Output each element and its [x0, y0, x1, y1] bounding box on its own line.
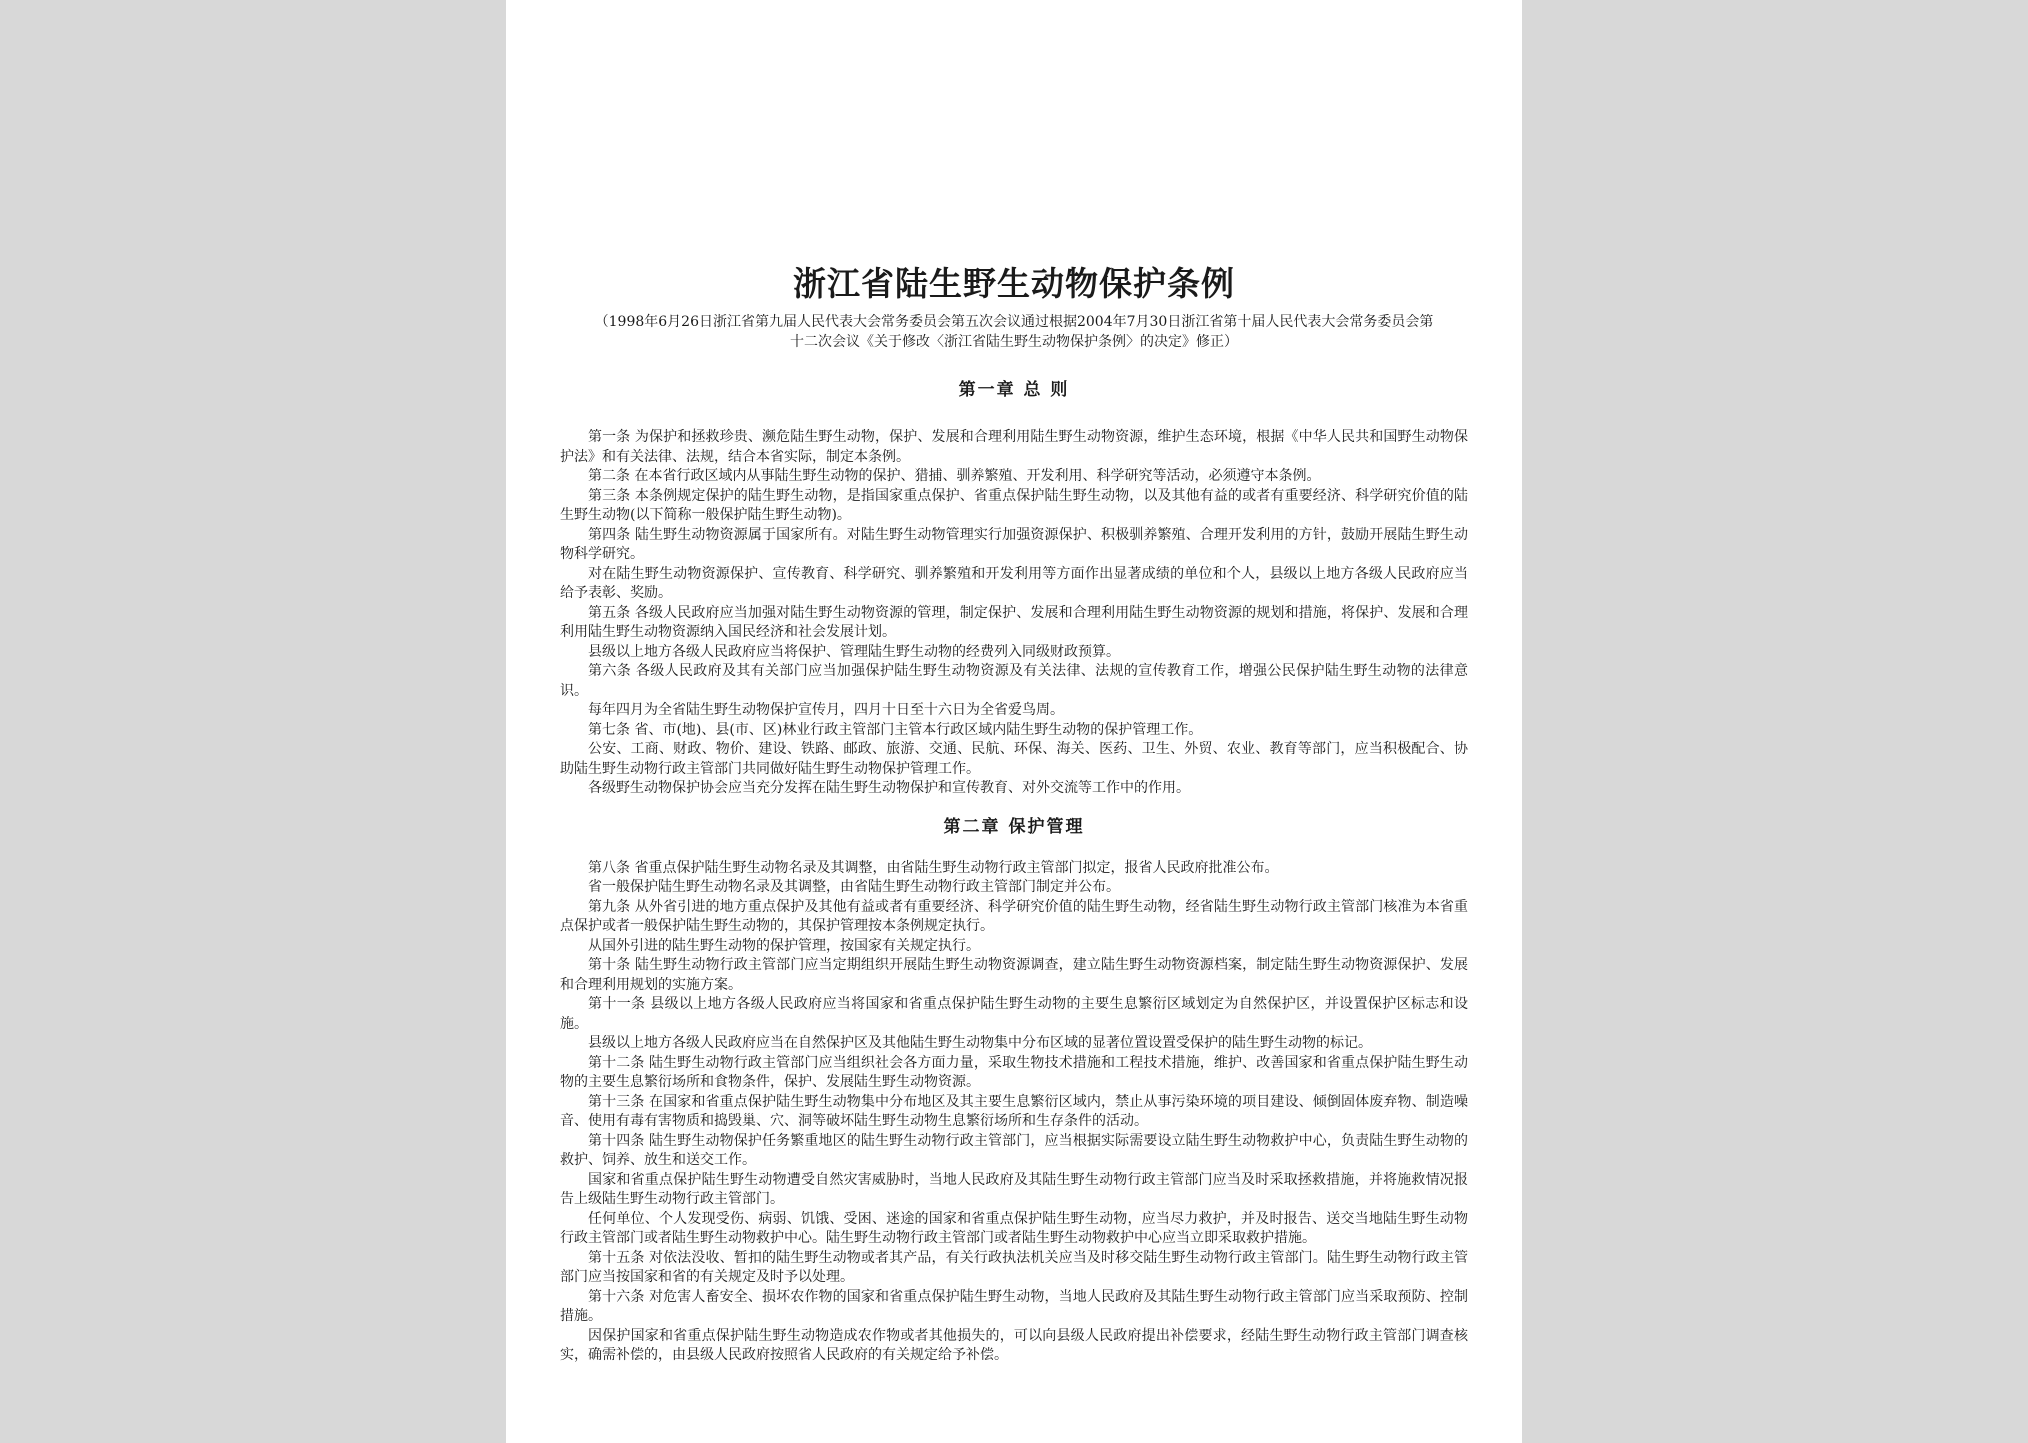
- article-paragraph: 县级以上地方各级人民政府应当将保护、管理陆生野生动物的经费列入同级财政预算。: [588, 643, 1120, 660]
- document-title: 浙江省陆生野生动物保护条例: [793, 264, 1235, 303]
- article-paragraph: 第十四条 陆生野生动物保护任务繁重地区的陆生野生动物行政主管部门，应当根据实际需要设立陆生野生动物救护中心，负责陆生野生动物的救护、饲养、放生和送交工作。: [560, 1132, 1468, 1168]
- article-paragraph: 各级野生动物保护协会应当充分发挥在陆生野生动物保护和宣传教育、对外交流等工作中的作用。: [588, 780, 1190, 796]
- article-paragraph: 第四条 陆生野生动物资源属于国家所有。对陆生野生动物管理实行加强资源保护、积极驯养繁殖、合理开发利用的方针，鼓励开展陆生野生动物科学研究。: [560, 526, 1468, 562]
- article-paragraph: 第九条 从外省引进的地方重点保护及其他有益或者有重要经济、科学研究价值的陆生野生动物，经省陆生野生动物行政主管部门核准为本省重点保护或者一般保护陆生野生动物的，其保护管理按本条例规定执行。: [560, 898, 1468, 934]
- document-page: [506, 0, 1522, 1443]
- article-paragraph: 任何单位、个人发现受伤、病弱、饥饿、受困、迷途的国家和省重点保护陆生野生动物，应当尽力救护，并及时报告、送交当地陆生野生动物行政主管部门或者陆生野生动物救护中心。陆生野生动物行政主管部门或者陆生野生动物救护中心应当立即采取救护措施。: [560, 1210, 1468, 1246]
- article-paragraph: 第二条 在本省行政区域内从事陆生野生动物的保护、猎捕、驯养繁殖、开发利用、科学研究等活动，必须遵守本条例。: [588, 468, 1321, 484]
- article-paragraph: 第十六条 对危害人畜安全、损坏农作物的国家和省重点保护陆生野生动物，当地人民政府及其陆生野生动物行政主管部门应当采取预防、控制措施。: [560, 1288, 1468, 1324]
- document-subtitle: （1998年6月26日浙江省第九届人民代表大会常务委员会第五次会议通过根据2004年7月30日浙江省第十届人民代表大会常务委员会第十二次会议《关于修改〈浙江省陆生野生动物保护条例〉的决定》修正）: [594, 314, 1434, 350]
- article-paragraph: 国家和省重点保护陆生野生动物遭受自然灾害威胁时，当地人民政府及其陆生野生动物行政主管部门应当及时采取拯救措施，并将施救情况报告上级陆生野生动物行政主管部门。: [560, 1171, 1468, 1207]
- article-paragraph: 第十三条 在国家和省重点保护陆生野生动物集中分布地区及其主要生息繁衍区域内，禁止从事污染环境的项目建设、倾倒固体废弃物、制造噪音、使用有毒有害物质和捣毁巢、穴、洞等破坏陆生野生动物生息繁衍场所和生存条件的活动。: [560, 1093, 1468, 1129]
- article-paragraph: 从国外引进的陆生野生动物的保护管理，按国家有关规定执行。: [588, 937, 980, 954]
- article-paragraph: 第十二条 陆生野生动物行政主管部门应当组织社会各方面力量，采取生物技术措施和工程技术措施，维护、改善国家和省重点保护陆生野生动物的主要生息繁衍场所和食物条件，保护、发展陆生野生动物资源。: [560, 1054, 1468, 1090]
- chapter-2-body: [560, 859, 1468, 1366]
- article-paragraph: 第十一条 县级以上地方各级人民政府应当将国家和省重点保护陆生野生动物的主要生息繁衍区域划定为自然保护区，并设置保护区标志和设施。: [560, 996, 1468, 1032]
- article-paragraph: 第十条 陆生野生动物行政主管部门应当定期组织开展陆生野生动物资源调查，建立陆生野生动物资源档案，制定陆生野生动物资源保护、发展和合理利用规划的实施方案。: [560, 957, 1468, 993]
- article-paragraph: 第五条 各级人民政府应当加强对陆生野生动物资源的管理，制定保护、发展和合理利用陆生野生动物资源的规划和措施，将保护、发展和合理利用陆生野生动物资源纳入国民经济和社会发展计划。: [560, 604, 1468, 640]
- chapter-heading-1: 第一章 总 则: [958, 380, 1070, 400]
- article-paragraph: 第三条 本条例规定保护的陆生野生动物，是指国家重点保护、省重点保护陆生野生动物，以及其他有益的或者有重要经济、科学研究价值的陆生野生动物(以下简称一般保护陆生野生动物)。: [560, 487, 1468, 523]
- article-paragraph: 第七条 省、市(地)、县(市、区)林业行政主管部门主管本行政区域内陆生野生动物的保护管理工作。: [588, 721, 1203, 738]
- article-paragraph: 第十五条 对依法没收、暂扣的陆生野生动物或者其产品，有关行政执法机关应当及时移交陆生野生动物行政主管部门。陆生野生动物行政主管部门应当按国家和省的有关规定及时予以处理。: [560, 1249, 1468, 1285]
- chapter-1-body: [560, 428, 1468, 799]
- article-paragraph: 因保护国家和省重点保护陆生野生动物造成农作物或者其他损失的，可以向县级人民政府提出补偿要求，经陆生野生动物行政主管部门调查核实，确需补偿的，由县级人民政府按照省人民政府的有关规定给予补偿。: [560, 1327, 1468, 1363]
- article-paragraph: 第六条 各级人民政府及其有关部门应当加强保护陆生野生动物资源及有关法律、法规的宣传教育工作，增强公民保护陆生野生动物的法律意识。: [560, 663, 1468, 699]
- article-paragraph: 第八条 省重点保护陆生野生动物名录及其调整，由省陆生野生动物行政主管部门拟定，报省人民政府批准公布。: [588, 859, 1279, 876]
- article-paragraph: 第一条 为保护和拯救珍贵、濒危陆生野生动物，保护、发展和合理利用陆生野生动物资源，维护生态环境，根据《中华人民共和国野生动物保护法》和有关法律、法规，结合本省实际，制定本条例。: [560, 429, 1468, 465]
- article-paragraph: 每年四月为全省陆生野生动物保护宣传月，四月十日至十六日为全省爱鸟周。: [588, 702, 1064, 718]
- article-paragraph: 县级以上地方各级人民政府应当在自然保护区及其他陆生野生动物集中分布区域的显著位置设置受保护的陆生野生动物的标记。: [588, 1035, 1372, 1051]
- chapter-heading-2: 第二章 保护管理: [943, 816, 1085, 837]
- article-paragraph: 省一般保护陆生野生动物名录及其调整，由省陆生野生动物行政主管部门制定并公布。: [588, 879, 1120, 895]
- article-paragraph: 对在陆生野生动物资源保护、宣传教育、科学研究、驯养繁殖和开发利用等方面作出显著成绩的单位和个人，县级以上地方各级人民政府应当给予表彰、奖励。: [560, 565, 1468, 601]
- article-paragraph: 公安、工商、财政、物价、建设、铁路、邮政、旅游、交通、民航、环保、海关、医药、卫生、外贸、农业、教育等部门，应当积极配合、协助陆生野生动物行政主管部门共同做好陆生野生动物保护管理工作。: [560, 741, 1468, 777]
